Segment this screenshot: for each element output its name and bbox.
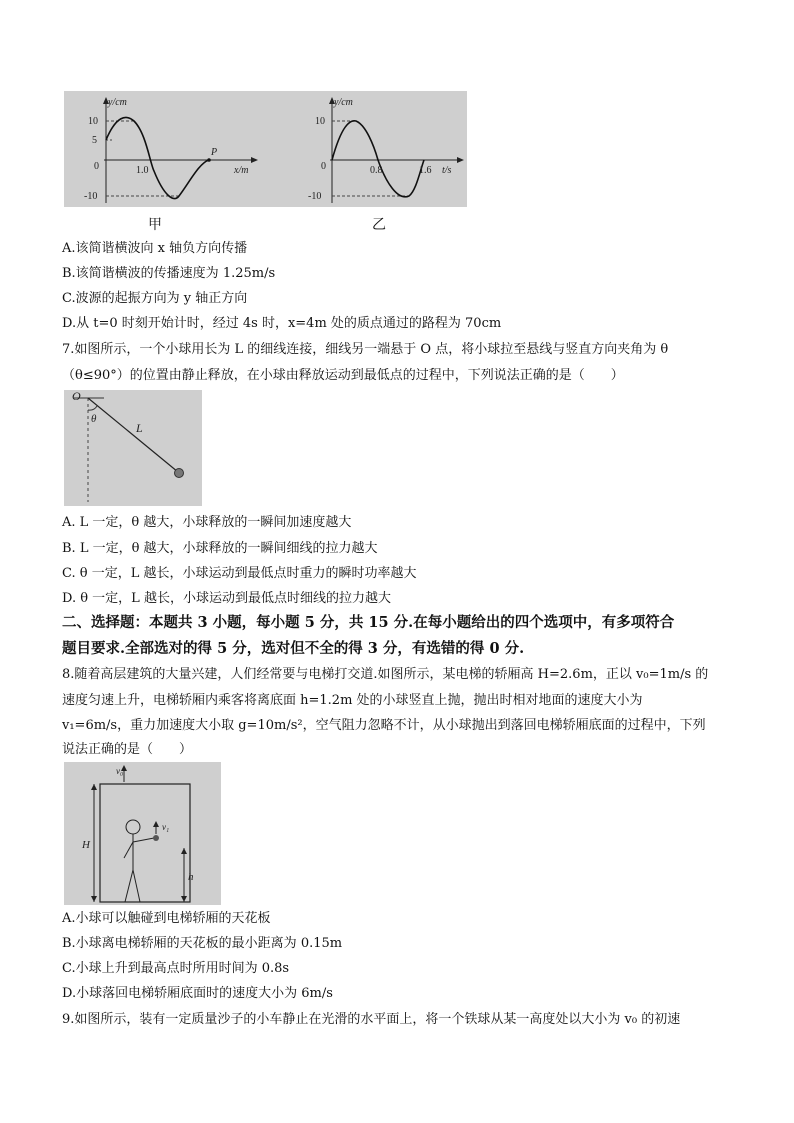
- elevator-label-H: H: [82, 839, 90, 851]
- left-tick-0: 0: [94, 161, 99, 172]
- q8-option-a: A.小球可以触碰到电梯轿厢的天花板: [62, 911, 271, 926]
- q6-option-a: A.该简谐横波向 x 轴负方向传播: [62, 241, 248, 256]
- left-tick-5: 5: [92, 135, 97, 146]
- q8-stem-1: 8.随着高层建筑的大量兴建，人们经常要与电梯打交道.如图所示，某电梯的轿厢高 H=2.6m，正以 v₀=1m/s 的: [62, 667, 709, 682]
- wave-graphs-figure: [64, 91, 467, 207]
- left-tick-10: 10: [88, 116, 98, 127]
- q6-option-d: D.从 t=0 时刻开始计时，经过 4s 时，x=4m 处的质点通过的路程为 70cm: [62, 316, 502, 331]
- caption-yi: 乙: [372, 217, 386, 233]
- elevator-figure: [64, 762, 221, 905]
- q6-option-c: C.波源的起振方向为 y 轴正方向: [62, 291, 248, 306]
- q7-option-b: B. L 一定，θ 越大，小球释放的一瞬间细线的拉力越大: [62, 541, 378, 556]
- q8-option-d: D.小球落回电梯轿厢底面时的速度大小为 6m/s: [62, 986, 333, 1001]
- elevator-label-v1: v₁: [162, 822, 170, 832]
- left-ylabel: y/cm: [108, 97, 127, 108]
- q8-stem-4: 说法正确的是（ ）: [62, 742, 193, 757]
- right-ylabel: y/cm: [334, 97, 353, 108]
- elevator-label-h: h: [188, 871, 194, 883]
- elevator-label-v0: v₀: [116, 766, 124, 776]
- right-tick-neg10: -10: [308, 191, 322, 202]
- pendulum-label-o: O: [72, 390, 81, 403]
- q7-option-a: A. L 一定，θ 越大，小球释放的一瞬间加速度越大: [62, 515, 352, 530]
- q7-option-c: C. θ 一定，L 越长，小球运动到最低点时重力的瞬时功率越大: [62, 566, 417, 581]
- q8-option-c: C.小球上升到最高点时所用时间为 0.8s: [62, 961, 290, 976]
- pendulum-figure: [64, 390, 202, 506]
- right-xtick-1: 0.8: [370, 165, 383, 176]
- pendulum-label-theta: θ: [91, 413, 97, 425]
- q8-stem-3: v₁=6m/s，重力加速度大小取 g=10m/s²，空气阻力忽略不计，从小球抛出到落回电梯轿厢底面的过程中，下列: [62, 718, 706, 733]
- q8-option-b: B.小球离电梯轿厢的天花板的最小距离为 0.15m: [62, 936, 343, 951]
- right-xtick-2: 1.6: [419, 165, 432, 176]
- left-xtick: 1.0: [136, 165, 149, 176]
- q6-option-b: B.该简谐横波的传播速度为 1.25m/s: [62, 266, 276, 281]
- section-2-header-line-2: 题目要求.全部选对的得 5 分，选对但不全的得 3 分，有选错的得 0 分.: [62, 640, 525, 657]
- q9-stem-1: 9.如图所示，装有一定质量沙子的小车静止在光滑的水平面上，将一个铁球从某一高度处以大小为 v₀ 的初速: [62, 1012, 681, 1027]
- pendulum-label-l: L: [136, 421, 143, 435]
- q8-stem-2: 速度匀速上升，电梯轿厢内乘客将离底面 h=1.2m 处的小球竖直上抛，抛出时相对地面的速度大小为: [62, 693, 643, 708]
- right-tick-0: 0: [321, 161, 326, 172]
- right-tick-10: 10: [315, 116, 325, 127]
- left-point-p: P: [211, 147, 218, 158]
- q7-stem-2: （θ≤90°）的位置由静止释放，在小球由释放运动到最低点的过程中，下列说法正确的是（ ）: [62, 368, 624, 383]
- q7-stem-1: 7.如图所示，一个小球用长为 L 的细线连接，细线另一端悬于 O 点，将小球拉至悬线与竖直方向夹角为 θ: [62, 342, 669, 357]
- right-xlabel: t/s: [442, 165, 452, 176]
- left-tick-neg10: -10: [84, 191, 98, 202]
- left-xlabel: x/m: [234, 165, 249, 176]
- caption-jia: 甲: [148, 217, 162, 233]
- section-2-header-line-1: 二、选择题：本题共 3 小题，每小题 5 分，共 15 分.在每小题给出的四个选项中，有多项符合: [62, 614, 675, 631]
- q7-option-d: D. θ 一定，L 越长，小球运动到最低点时细线的拉力越大: [62, 591, 391, 606]
